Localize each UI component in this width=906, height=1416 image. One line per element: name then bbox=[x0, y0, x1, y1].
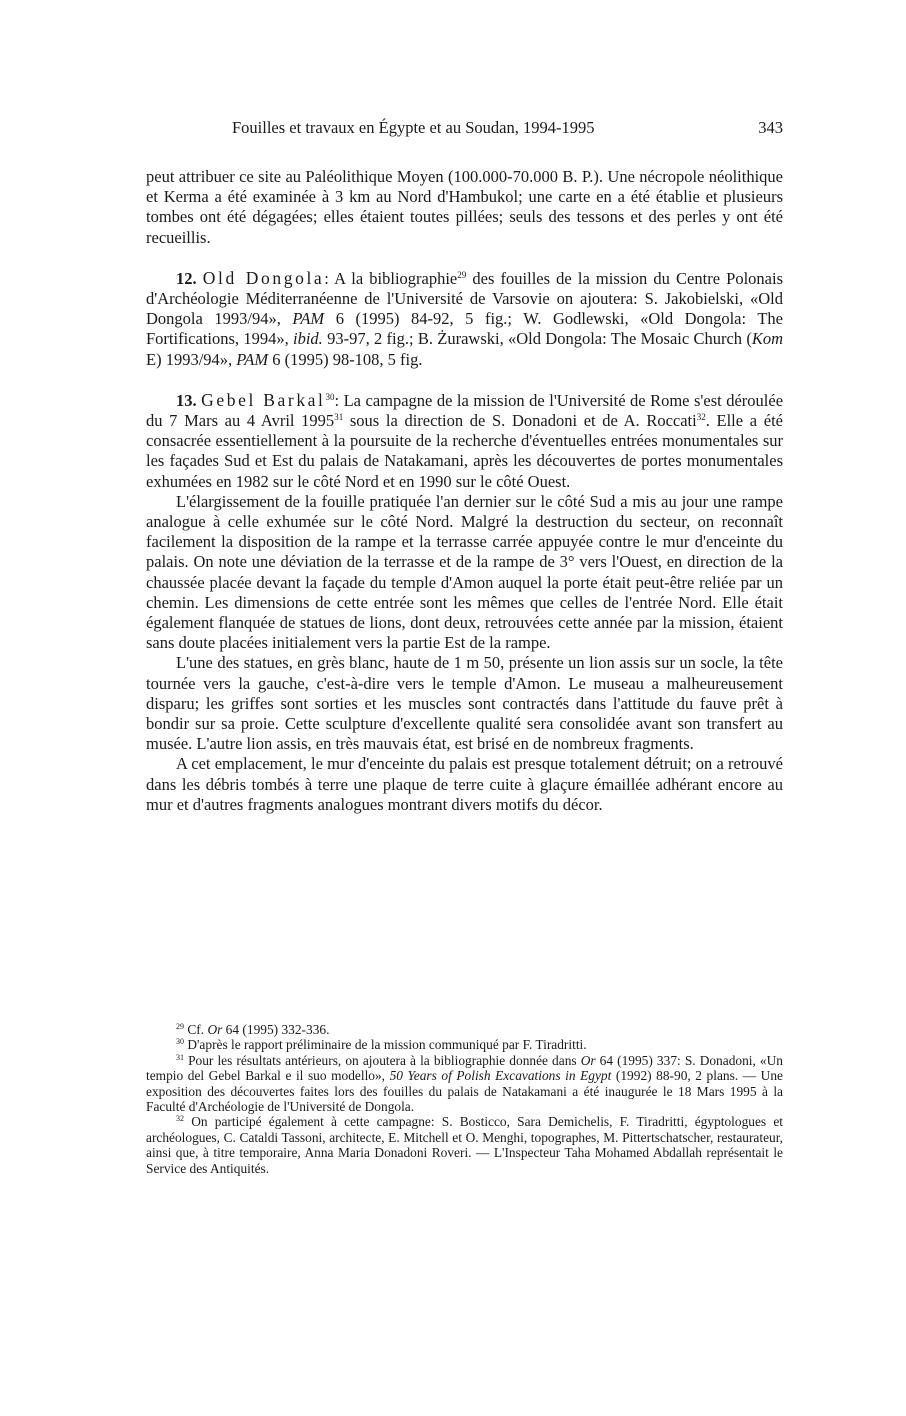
text-run: des fouilles de la mission du Centre Polonais d'Archéologie Méditerranéenne de l'Université de Varsovie on ajoutera: S. Jakobielski, «Old Dongola 1993/94», bbox=[146, 268, 783, 329]
text-run: sous la direction de S. Donadoni et de A. Roccati bbox=[343, 411, 697, 431]
section-number: 12. bbox=[176, 268, 197, 288]
footnote-29 bbox=[146, 1022, 783, 1037]
section-13 bbox=[146, 390, 783, 492]
text-run: . Elle a été consacrée essentiellement à la poursuite de la recherche d'éventuelles entrées monumentales sur les façades Sud et Est du palais de Natakamani, après les découvertes de portes monumentales exhumées en 1982 sur le côté Nord et en 1990 sur le côté Ouest. bbox=[146, 411, 783, 491]
text-run: D'après le rapport préliminaire de la mission communiqué par F. Tiradritti. bbox=[184, 1037, 587, 1053]
journal-name: Or bbox=[580, 1052, 596, 1068]
paragraph: L'élargissement de la fouille pratiquée l'an dernier sur le côté Sud a mis au jour une rampe analogue à celle exhumée sur le côté Nord. Malgré la destruction du secteur, on reconnaît facilement la disposition de la rampe et la terrasse carrée appuyée contre le mur d'enceinte du palais. On note une déviation de la terrasse et de la rampe de 3° vers l'Ouest, en direction de la chaussée placée devant la façade du temple d'Amon auquel la porte était peut-être reliée par un chemin. Les dimensions de cette entrée sont les mêmes que celles de l'entrée Nord. Elle était également flanquée de statues de lions, dont deux, retrouvées cette année par la mission, étaient sans doute placées initialement vers la partie Est de la rampe. bbox=[146, 491, 783, 653]
journal-name: PAM bbox=[292, 309, 325, 329]
text-run: Cf. bbox=[184, 1022, 208, 1037]
footnote-number: 29 bbox=[176, 1022, 184, 1031]
paragraph: A cet emplacement, le mur d'enceinte du palais est presque totalement détruit; on a retrouvé dans les débris tombés à terre une plaque de terre cuite à glaçure émaillée adhérant encore au mur et d'autres fragments analogues montrant divers motifs du décor. bbox=[146, 754, 783, 814]
footnote-ref: 30 bbox=[325, 391, 335, 402]
text-run: E) 1993/94», bbox=[146, 349, 237, 369]
text-run: 6 (1995) 84-92, 5 fig.; W. Godlewski, «Old Dongola: The Fortifications, 1994», bbox=[146, 309, 783, 349]
journal-name: Or bbox=[207, 1022, 223, 1037]
footnote-number: 30 bbox=[176, 1037, 184, 1047]
footnote-ref: 29 bbox=[457, 269, 467, 280]
site-name: Gebel Barkal bbox=[201, 389, 326, 410]
section-12 bbox=[146, 268, 783, 370]
text-run: 6 (1995) 98-108, 5 fig. bbox=[268, 349, 423, 369]
text-run: Pour les résultats antérieurs, on ajoutera à la bibliographie donnée dans bbox=[184, 1052, 581, 1068]
section-number: 13. bbox=[176, 390, 197, 410]
footnote-32 bbox=[146, 1114, 783, 1176]
footnote-ref: 31 bbox=[334, 412, 344, 423]
main-text bbox=[146, 167, 783, 815]
text-run: 64 (1995) 332-336. bbox=[222, 1022, 330, 1037]
paragraph-continued: peut attribuer ce site au Paléolithique Moyen (100.000-70.000 B. P.). Une nécropole néolithique et Kerma a été examinée à 3 km au Nord d'Hambukol; une carte en a été établie et plusieurs tombes ont été dégagées; elles étaient toutes pillées; seuls des tessons et des perles y ont été recueillis. bbox=[146, 167, 783, 247]
footnote-ref: 32 bbox=[696, 412, 706, 423]
text-run: On participé également à cette campagne: S. Bosticco, Sara Demichelis, F. Tiradritti, égyptologues et archéologues, C. Cataldi Tassoni, architecte, E. Mitchell et O. Menghi, topographes, M. Pittertschatscher, restaurateur, ainsi que, à titre temporaire, Anna Maria Donadoni Roveri. — L'Inspecteur Taha Mohamed Abdallah représentait le Service des Antiquités. bbox=[146, 1114, 783, 1176]
footnote-30 bbox=[146, 1037, 783, 1052]
journal-name: PAM bbox=[236, 349, 269, 369]
running-header bbox=[232, 118, 783, 142]
ibid: ibid. bbox=[292, 329, 323, 349]
kom: Kom bbox=[751, 329, 783, 349]
text-run: : La campagne de la mission de l'Université de Rome s'est déroulée du 7 Mars au 4 Avril 1995 bbox=[146, 390, 784, 431]
footnote-number: 32 bbox=[176, 1114, 184, 1124]
page-number: 343 bbox=[758, 118, 783, 137]
book-title: 50 Years of Polish Excavations in Egypt bbox=[389, 1068, 612, 1084]
footnote-number: 31 bbox=[176, 1052, 184, 1062]
running-title: Fouilles et travaux en Égypte et au Soudan, 1994-1995 bbox=[232, 118, 595, 137]
text-run: 64 (1995) 337: S. Donadoni, «Un tempio del Gebel Barkal e il suo modello», bbox=[146, 1052, 783, 1084]
text-run: 93-97, 2 fig.; B. Żurawski, «Old Dongola: The Mosaic Church ( bbox=[322, 329, 752, 349]
footnotes bbox=[146, 1022, 783, 1176]
text-run: (1992) 88-90, 2 plans. — Une exposition des découvertes faites lors des fouilles du palais de Natakamani a été inaugurée le 18 Mars 1995 à la Faculté d'Archéologie de l'Université de Dongola. bbox=[146, 1068, 783, 1115]
site-name: Old Dongola bbox=[202, 267, 325, 288]
footnote-31 bbox=[146, 1053, 783, 1115]
paragraph: L'une des statues, en grès blanc, haute de 1 m 50, présente un lion assis sur un socle, la tête tournée vers la gauche, c'est-à-dire vers le temple d'Amon. Le museau a malheureusement disparu; les griffes sont sorties et les muscles sont contractés dans l'attitude du fauve prêt à bondir sur sa proie. Cette sculpture d'excellente qualité sera consolidée avant son transfert au musée. L'autre lion assis, en très mauvais état, est brisé en de nombreux fragments. bbox=[146, 653, 783, 754]
text-run: : A la bibliographie bbox=[324, 268, 458, 288]
